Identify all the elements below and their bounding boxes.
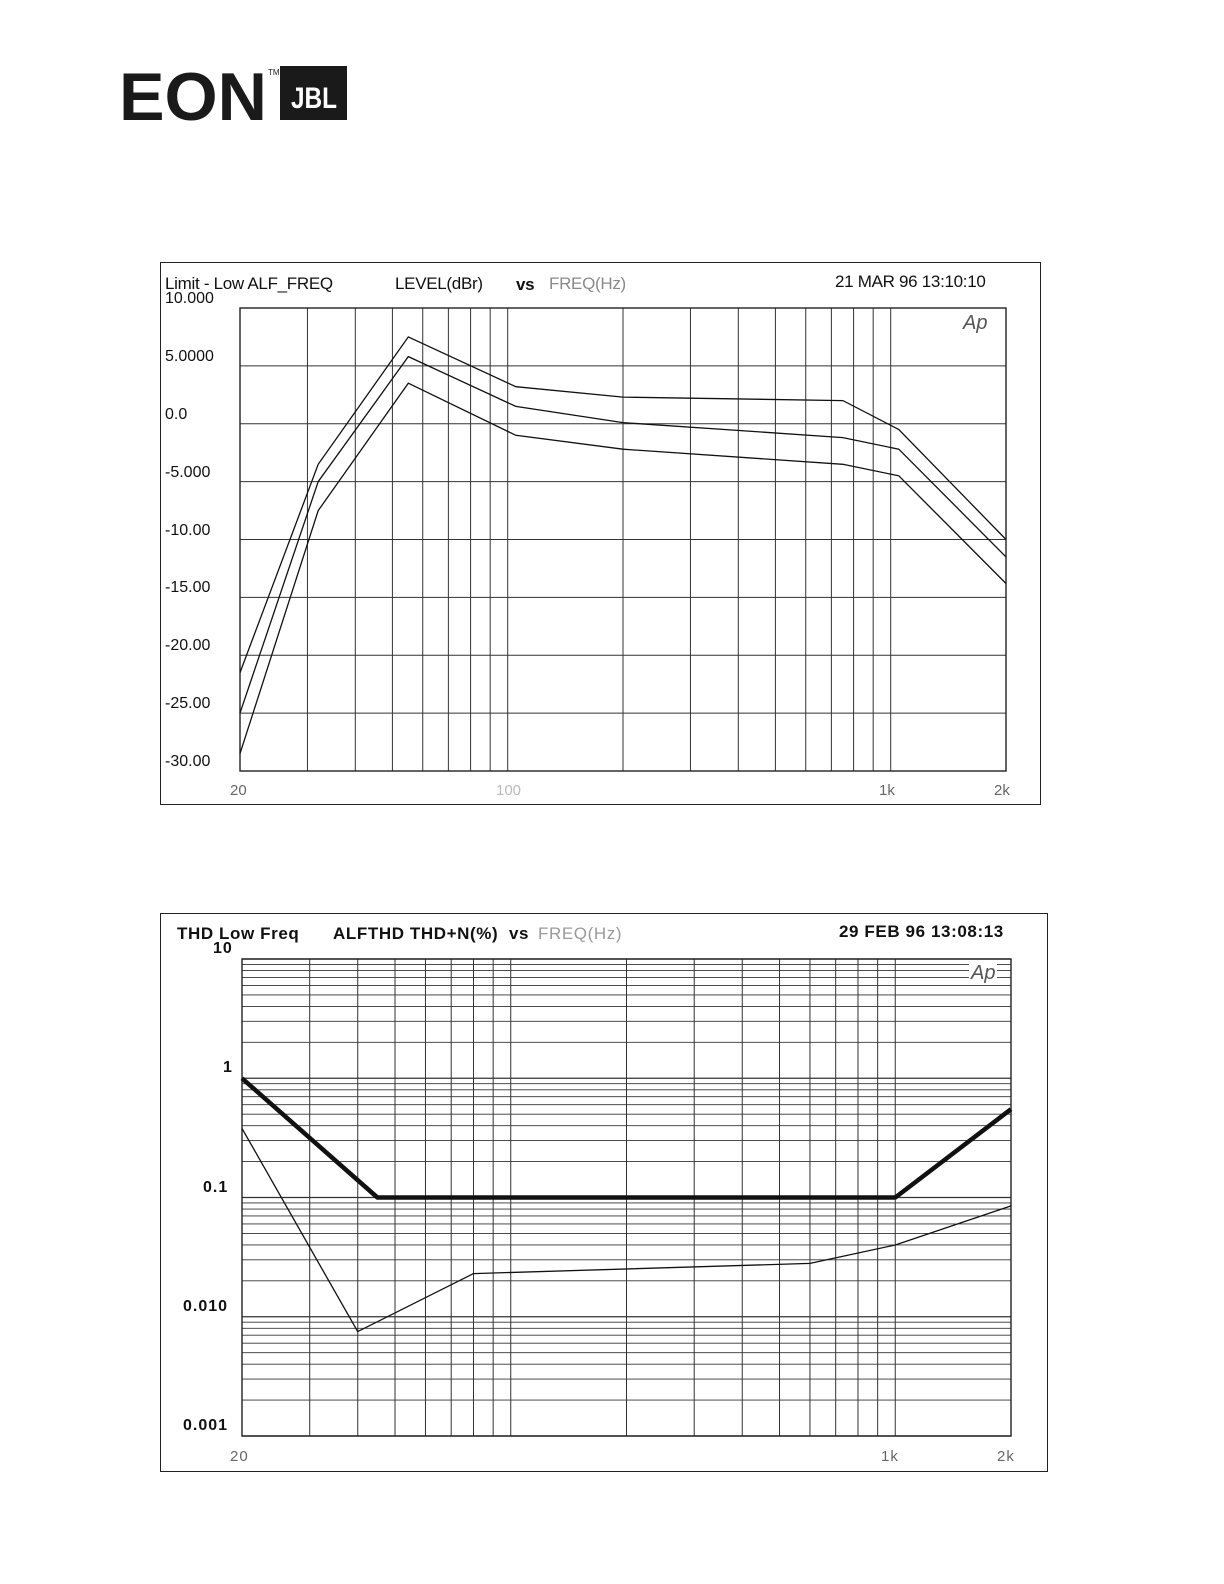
chart2-ytick-label: 0.001 [183,1417,229,1434]
chart2-ytick-label: 0.010 [183,1298,229,1315]
thd-freq-chart [160,913,1048,1472]
chart1-vs-label: vs [516,275,535,294]
chart1-ytick-label: -15.00 [165,579,211,596]
chart1-ylabel: LEVEL(dBr) [395,274,483,293]
chart1-ytick-label: -5.000 [165,464,211,481]
chart1-xtick-label: 20 [230,782,247,799]
chart2-xlabel: FREQ(Hz) [538,924,623,943]
chart1-timestamp: 21 MAR 96 13:10:10 [835,272,986,291]
chart1-ap-mark: Ap [963,312,988,334]
chart1-ytick-label: -25.00 [165,695,211,712]
chart2-ap-mark: Ap [971,962,996,984]
chart1-ytick-label: -10.00 [165,522,211,539]
chart2-ytick-label: 10 [213,940,233,957]
chart2-ytick-label: 1 [223,1059,233,1076]
chart1-ytick-label: -30.00 [165,753,211,770]
eon-logo-text: EON [119,66,267,122]
chart1-ytick-label: 10.000 [165,290,214,307]
chart2-title: THD Low Freq [177,924,300,943]
chart1-xlabel: FREQ(Hz) [549,274,626,293]
jbl-logo-text: JBL [291,82,337,115]
chart1-xtick-label: 2k [994,782,1010,799]
level-freq-chart [160,262,1041,805]
chart1-plot-area [161,263,1042,806]
chart2-xtick-label: 20 [230,1448,249,1465]
chart1-xtick-label: 100 [496,782,522,799]
chart2-plot-area [161,914,1049,1473]
chart2-ylabel: ALFTHD THD+N(%) [333,924,499,943]
chart1-ytick-label: 5.0000 [165,348,214,365]
eon-jbl-logo [119,66,349,122]
chart2-xtick-label: 2k [997,1448,1015,1465]
chart1-title: Limit - Low ALF_FREQ [165,274,333,293]
chart2-ytick-label: 0.1 [203,1179,229,1196]
chart1-ytick-label: -20.00 [165,637,211,654]
chart2-timestamp: 29 FEB 96 13:08:13 [839,922,1004,941]
trademark-mark: TM [268,68,280,77]
chart1-ytick-label: 0.0 [165,406,188,423]
chart2-vs-label: vs [509,924,530,943]
chart2-xtick-label: 1k [881,1448,899,1465]
chart1-xtick-label: 1k [879,782,895,799]
